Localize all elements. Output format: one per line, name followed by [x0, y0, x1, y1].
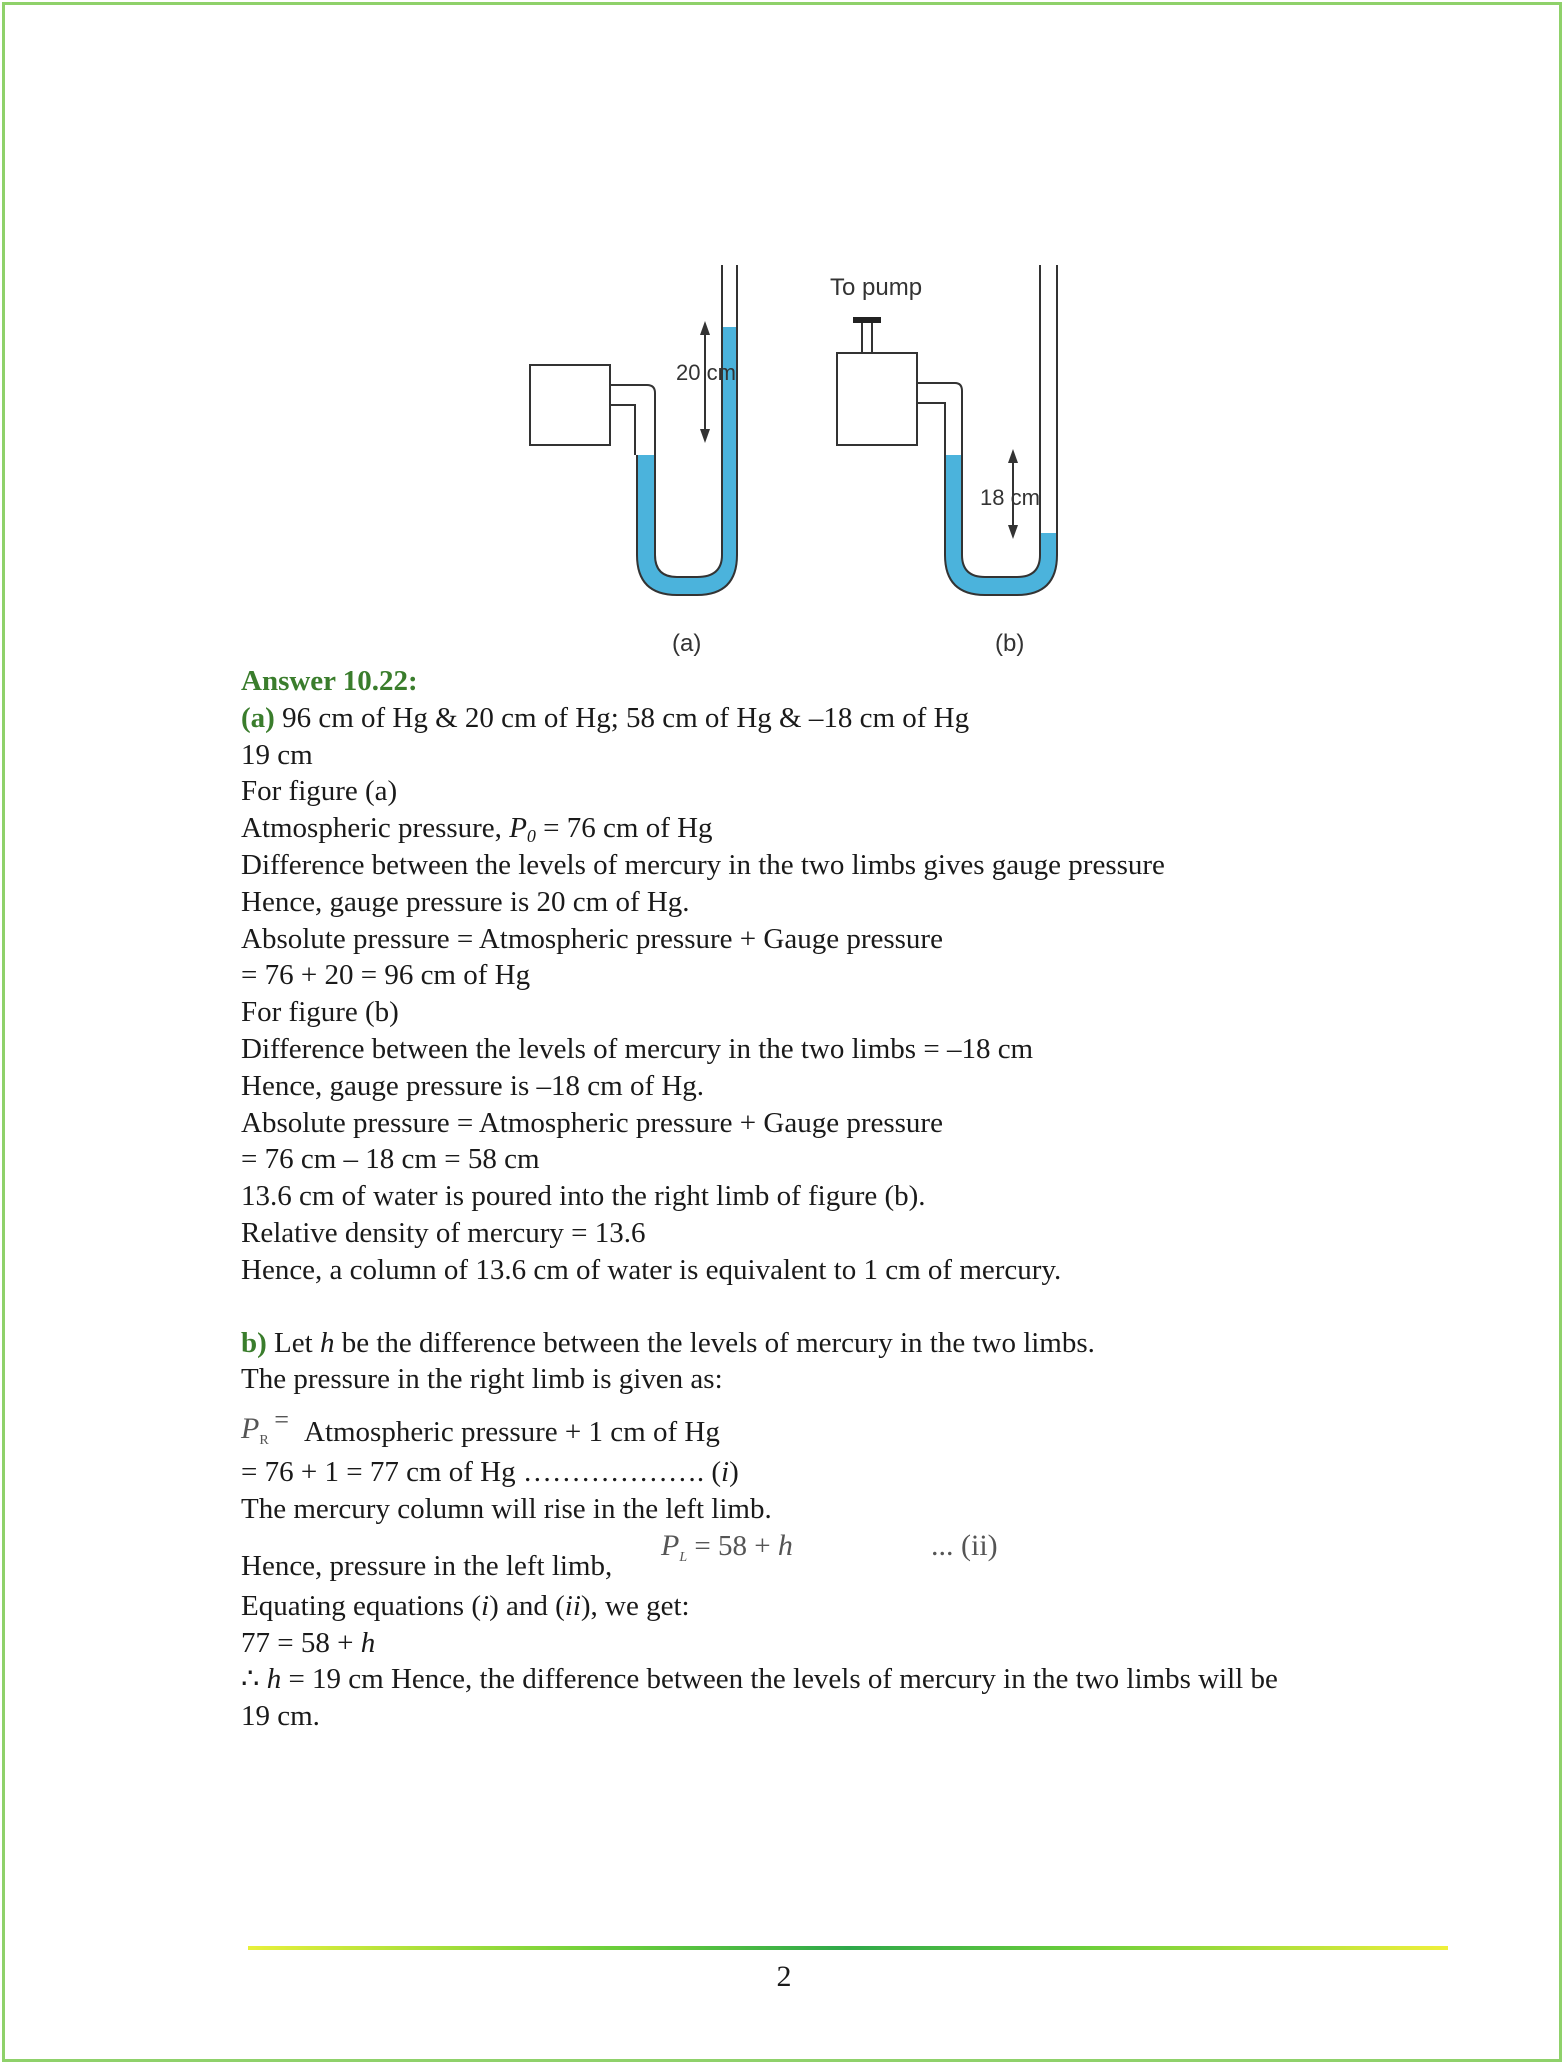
right-limb-line: The pressure in the right limb is given as:: [241, 1363, 723, 1396]
pl-equation: [241, 1528, 1381, 1588]
arrowhead-up-a: [700, 321, 710, 335]
caption-a: (a): [672, 630, 702, 657]
pr-text: Atmospheric pressure + 1 cm of Hg: [304, 1416, 720, 1449]
pr-equation: [241, 1398, 1381, 1454]
atm-prefix: Atmospheric pressure,: [241, 812, 510, 845]
tube-a-inner: [655, 265, 722, 577]
equating-line: [241, 1588, 1381, 1625]
arrowhead-down-a: [700, 429, 710, 443]
for-figure-b: For figure (b): [241, 996, 399, 1029]
pl-subscript: L: [679, 1549, 688, 1565]
label-to-pump: To pump: [830, 274, 923, 301]
label-18cm: 18 cm: [980, 485, 1040, 510]
calc-77-tag: i: [721, 1456, 730, 1489]
atm-symbol: P: [509, 812, 527, 845]
calc-77-text: = 76 + 1 = 77 cm of Hg ………………. (: [241, 1456, 722, 1489]
eq-77-var: h: [360, 1626, 376, 1659]
abs-formula-2: Absolute pressure = Atmospheric pressure + Gauge pressure: [241, 1106, 943, 1139]
part-b-post: be the difference between the levels of mercury in the two limbs.: [334, 1326, 1095, 1359]
equating-post: ), we get:: [580, 1589, 690, 1622]
answer-heading: Answer 10.22:: [241, 665, 418, 697]
conclusion-pre: ∴: [241, 1663, 267, 1696]
pl-var: h: [777, 1528, 793, 1562]
pipe-a: [610, 385, 655, 455]
atm-suffix: = 76 cm of Hg: [535, 812, 713, 845]
pr-subscript: R: [259, 1433, 269, 1449]
abs-formula-1: Absolute pressure = Atmospheric pressure + Gauge pressure: [241, 922, 943, 955]
part-a-label: (a): [241, 701, 275, 734]
pr-symbol-group: [241, 1402, 290, 1460]
eq-77-line: [241, 1625, 1381, 1662]
part-b-line: [241, 1325, 1381, 1362]
equivalent-line: Hence, a column of 13.6 cm of water is equivalent to 1 cm of mercury.: [241, 1253, 1062, 1286]
pump-handle: [853, 317, 881, 323]
calc-77-close: ): [729, 1456, 739, 1489]
bulb-b: [837, 353, 917, 445]
page-number: 2: [776, 1960, 792, 1993]
caption-b: (b): [995, 630, 1025, 657]
answer-content: [241, 663, 1381, 1735]
calc-77: [241, 1454, 1381, 1491]
part-b-var: h: [319, 1326, 335, 1359]
footer-divider: [248, 1945, 1448, 1951]
rel-density: Relative density of mercury = 13.6: [241, 1216, 646, 1249]
gauge-20-line: Hence, gauge pressure is 20 cm of Hg.: [241, 885, 690, 918]
calc-58: = 76 cm – 18 cm = 58 cm: [241, 1143, 540, 1176]
atm-pressure-line: [241, 810, 1381, 847]
part-b-pre: Let: [266, 1326, 320, 1359]
atm-subscript: 0: [526, 826, 536, 847]
water-poured: 13.6 cm of water is poured into the right limb of figure (b).: [241, 1180, 926, 1213]
tube-b-inner: [962, 265, 1040, 577]
part-a-text: 96 cm of Hg & 20 cm of Hg; 58 cm of Hg & –18 cm of Hg: [274, 701, 970, 734]
equating-i: i: [481, 1589, 490, 1622]
conclusion-line: [241, 1661, 1381, 1698]
diff-levels-line: Difference between the levels of mercury in the two limbs gives gauge pressure: [241, 848, 1165, 881]
diff-levels-b: Difference between the levels of mercury in the two limbs = –18 cm: [241, 1032, 1034, 1065]
rise-left-line: The mercury column will rise in the left limb.: [241, 1492, 772, 1525]
equating-ii: ii: [564, 1589, 581, 1622]
pl-tag: ... (ii): [931, 1528, 998, 1562]
equating-pre: Equating equations (: [241, 1589, 482, 1622]
calc-96: = 76 + 20 = 96 cm of Hg: [241, 959, 531, 992]
pl-formula: [661, 1528, 793, 1577]
pl-rhs: = 58 +: [687, 1529, 778, 1562]
manometer-diagram: [500, 255, 1100, 665]
conclusion-post: = 19 cm Hence, the difference between the levels of mercury in the two limbs will be: [281, 1663, 1278, 1696]
equating-mid: ) and (: [489, 1589, 565, 1622]
pr-symbol: P: [241, 1412, 260, 1446]
part-a-line: [241, 700, 1381, 737]
label-20cm: 20 cm: [676, 360, 736, 385]
arrowhead-down-b: [1008, 525, 1018, 539]
pipe-b: [917, 383, 962, 455]
line-19cm: 19 cm: [241, 738, 313, 771]
for-figure-a: For figure (a): [241, 775, 398, 808]
conclusion-end: 19 cm.: [241, 1700, 320, 1733]
arrowhead-up-b: [1008, 449, 1018, 463]
pr-eq: =: [272, 1405, 291, 1435]
bulb-a: [530, 365, 610, 445]
left-limb-text: Hence, pressure in the left limb,: [241, 1549, 613, 1582]
manometer-figure: [500, 255, 1100, 665]
gauge-neg18: Hence, gauge pressure is –18 cm of Hg.: [241, 1069, 705, 1102]
eq-77-pre: 77 = 58 +: [241, 1626, 361, 1659]
part-b-label: b): [241, 1326, 267, 1359]
pl-symbol: P: [661, 1528, 680, 1562]
conclusion-var: h: [266, 1663, 282, 1696]
